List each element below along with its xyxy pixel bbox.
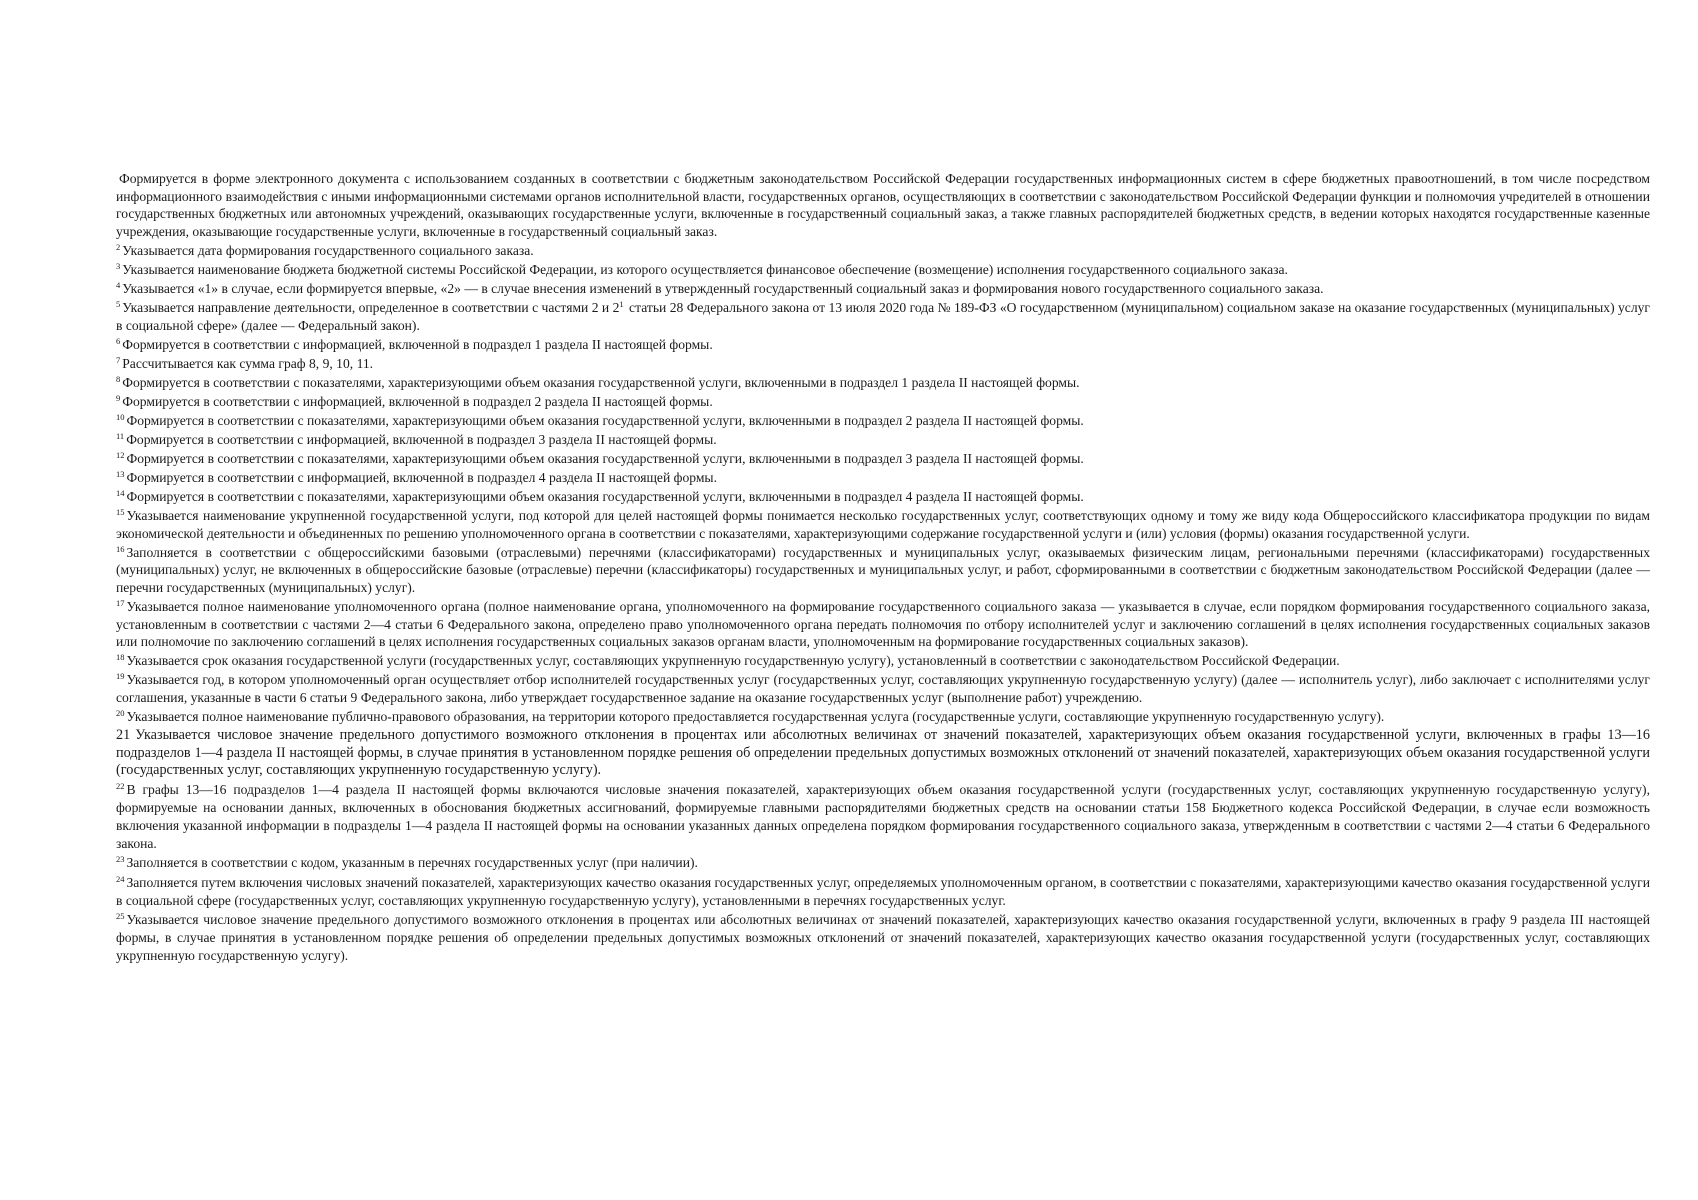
footnote-17 [116, 598, 1650, 651]
footnote-text: Формируется в соответствии с информацией, включенной в подраздел 1 раздела II настоящей формы. [122, 336, 713, 352]
footnote-number: 12 [116, 449, 125, 460]
footnote-24 [116, 874, 1650, 909]
footnote-number: 13 [116, 468, 125, 479]
footnote-text: Формируется в соответствии с показателями, характеризующими объем оказания государственной услуги, включенными в подраздел 2 раздела II настоящей формы. [126, 412, 1084, 428]
footnote-text: Указывается полное наименование уполномоченного органа (полное наименование органа, уполномоченного на формирование государственного социального заказа — указывается в случае, если порядком формирования государственного социального заказа, установленным в соответствии с частями 2—4 статьи 6 Федерального закона, определено право уполномоченного органа передать полномочия по отбору исполнителей услуг и заключению соглашений в целях исполнения государственных социальных заказов или полномочие по заключению соглашений в целях исполнения государственных социальных заказов органам власти, уполномоченным на формирование государственных социальных заказов). [116, 598, 1650, 650]
footnote-5 [116, 299, 1650, 334]
footnote-number: 19 [116, 671, 125, 682]
footnote-19 [116, 671, 1650, 706]
footnote-18 [116, 652, 1650, 670]
footnote-number: 3 [116, 261, 121, 272]
footnote-text: Формируется в соответствии с показателями, характеризующими объем оказания государственной услуги, включенными в подраздел 3 раздела II настоящей формы. [126, 450, 1084, 466]
footnote-21 [116, 727, 1650, 780]
footnotes-page [116, 170, 1650, 966]
footnote-text: Заполняется путем включения числовых значений показателей, характеризующих качество оказания государственных услуг, определяемых уполномоченным органом, в соответствии с показателями, характеризующими качество оказания государственной услуги в социальной сфере (государственных услуг, составляющих укрупненную государственную услугу), установленными в перечнях государственных услуг. [116, 874, 1650, 908]
footnote-text: Рассчитывается как сумма граф 8, 9, 10, 11. [122, 355, 374, 371]
footnote-text: Формируется в соответствии с показателями, характеризующими объем оказания государственной услуги, включенными в подраздел 4 раздела II настоящей формы. [126, 488, 1084, 504]
footnote-text: Заполняется в соответствии с общероссийскими базовыми (отраслевыми) перечнями (классификаторами) государственных и муниципальных услуг, оказываемых физическим лицам, региональными перечнями (классификаторами) государственных (муниципальных) услуг, не включенных в общероссийские базовые (отраслевые) перечни (классификаторы) государственных и муниципальных услуг, и работ, сформированными в соответствии с бюджетным законодательством Российской Федерации (далее — перечни государственных (муниципальных) услуг). [116, 544, 1650, 595]
footnote-number: 6 [116, 335, 121, 346]
footnote-text: Формируется в соответствии с информацией, включенной в подраздел 4 раздела II настоящей формы. [126, 469, 717, 485]
footnote-number: 21 [116, 727, 131, 744]
footnote-14 [116, 488, 1650, 506]
footnote-9 [116, 393, 1650, 411]
footnote-text: Формируется в соответствии с информацией, включенной в подраздел 2 раздела II настоящей формы. [122, 393, 713, 409]
footnote-text: Заполняется в соответствии с кодом, указанным в перечнях государственных услуг (при наличии). [126, 855, 698, 871]
footnote-number: 11 [116, 430, 125, 441]
footnote-text-cont: статьи 28 Федерального закона от 13 июля 2020 года № 189-ФЗ «О государственном (муниципальном) социальном заказе на оказание государственных (муниципальных) услуг в социальной сфере» (далее — Федеральный закон). [116, 300, 1650, 333]
footnote-1 [116, 170, 1650, 241]
footnote-number: 7 [116, 354, 121, 365]
footnote-number: 20 [116, 708, 125, 719]
footnote-text: Указывается наименование бюджета бюджетной системы Российской Федерации, из которого осуществляется финансовое обеспечение (возмещение) исполнения государственного социального заказа. [122, 262, 1288, 278]
footnote-number: 23 [116, 854, 125, 865]
footnote-text: Указывается наименование укрупненной государственной услуги, под которой для целей настоящей формы понимается несколько государственных услуг, соответствующих одному и тому же виду кода Общероссийского классификатора продукции по видам экономической деятельности и объединенных по решению уполномоченного органа в соответствии с показателями, характеризующими содержание государственной услуги и (или) условия (формы) оказания государственной услуги. [116, 507, 1650, 541]
footnote-text: В графы 13—16 подразделов 1—4 раздела II настоящей формы включаются числовые значения показателей, характеризующих объем оказания государственной услуги (государственных услуг, составляющих укрупненную государственную услугу), формируемые на основании данных, включенных в обоснования бюджетных ассигнований, формируемые главными распорядителями бюджетных средств на основании статьи 158 Бюджетного кодекса Российской Федерации, в случае если возможность включения указанной информации в подразделы 1—4 раздела II настоящей формы на основании указанных данных определена порядком формирования государственного социального заказа, утвержденным в соответствии с частями 2—4 статьи 6 Федерального закона. [116, 782, 1650, 851]
footnote-number: 25 [116, 911, 125, 922]
footnote-12 [116, 450, 1650, 468]
footnote-11 [116, 431, 1650, 449]
footnote-8 [116, 374, 1650, 392]
footnote-number: 16 [116, 543, 125, 554]
footnote-text: Указывается дата формирования государственного социального заказа. [122, 243, 534, 259]
footnote-text: Указывается числовое значение предельного допустимого возможного отклонения в процентах или абсолютных величинах от значений показателей, характеризующих объем оказания государственной услуги, включенных в графы 13—16 подразделов 1—4 раздела II настоящей формы, в случае принятия в установленном порядке решения об определении предельных допустимых возможных отклонений от значений показателей, характеризующих объем оказания государственной услуги (государственных услуг, составляющих укрупненную государственную услугу). [116, 727, 1650, 779]
footnote-number: 4 [116, 280, 121, 291]
footnote-23 [116, 854, 1650, 872]
footnote-text: Указывается год, в котором уполномоченный орган осуществляет отбор исполнителей государственных услуг (государственных услуг, составляющих укрупненную государственную услугу) (далее — исполнитель услуг), либо заключает с исполнителями услуг соглашения, указанные в части 6 статьи 9 Федерального закона, либо утверждает государственное задание на оказание государственных услуг (выполнение работ) учреждению. [116, 672, 1650, 706]
footnote-3 [116, 261, 1650, 279]
footnote-text: Формируется в соответствии с информацией, включенной в подраздел 3 раздела II настоящей формы. [126, 431, 717, 447]
footnote-4 [116, 280, 1650, 298]
footnote-number: 10 [116, 411, 125, 422]
footnote-inline-superscript: 1 [619, 299, 624, 310]
footnote-number: 5 [116, 299, 121, 310]
footnote-number: 14 [116, 487, 125, 498]
footnote-6 [116, 336, 1650, 354]
footnote-number: 24 [116, 873, 125, 884]
footnote-number: 22 [116, 781, 125, 792]
footnote-16 [116, 544, 1650, 597]
footnote-number: 17 [116, 597, 125, 608]
footnote-20 [116, 708, 1650, 726]
footnote-number: 2 [116, 242, 121, 253]
footnote-number: 8 [116, 373, 121, 384]
footnote-text: Указывается полное наименование публично-правового образования, на территории которого предоставляется государственная услуга (государственные услуги, составляющие укрупненную государственную услугу). [126, 709, 1385, 725]
footnote-number: 15 [116, 506, 125, 517]
footnote-text: Указывается числовое значение предельного допустимого возможного отклонения в процентах или абсолютных величинах от значений показателей, характеризующих качество оказания государственной услуги, включенных в графу 9 раздела III настоящей формы, в случае принятия в установленном порядке решения об определении предельных допустимых возможных отклонений от значений показателей, характеризующих качество оказания государственной услуги (государственных услуг, составляющих укрупненную государственную услугу). [116, 912, 1650, 963]
footnote-number: 18 [116, 652, 125, 663]
footnote-2 [116, 242, 1650, 260]
footnote-number: 9 [116, 392, 121, 403]
footnote-text: Формируется в форме электронного документа с использованием созданных в соответствии с бюджетным законодательством Российской Федерации государственных информационных систем в сфере бюджетных правоотношений, в том числе посредством информационного взаимодействия с иными информационными системами органов исполнительной власти, государственных органов, осуществляющих в соответствии с законодательством Российской Федерации функции и полномочия учредителей в отношении государственных бюджетных или автономных учреждений, оказывающих государственные услуги, включенные в государственный социальный заказ, а также главных распорядителей бюджетных средств, в ведении которых находятся государственные казенные учреждения, оказывающие государственные услуги, включенные в государственный социальный заказ. [116, 171, 1650, 240]
footnote-text: Указывается «1» в случае, если формируется впервые, «2» — в случае внесения изменений в утвержденный государственный социальный заказ и формирования нового государственного социального заказа. [122, 281, 1324, 297]
footnote-22 [116, 781, 1650, 852]
footnote-7 [116, 355, 1650, 373]
footnote-text: Указывается направление деятельности, определенное в соответствии с частями 2 и 2 [122, 300, 620, 316]
footnote-10 [116, 412, 1650, 430]
footnote-25 [116, 911, 1650, 964]
footnote-15 [116, 507, 1650, 542]
footnote-13 [116, 469, 1650, 487]
footnote-text: Формируется в соответствии с показателями, характеризующими объем оказания государственной услуги, включенными в подраздел 1 раздела II настоящей формы. [122, 374, 1080, 390]
footnote-text: Указывается срок оказания государственной услуги (государственных услуг, составляющих укрупненную государственную услугу), установленный в соответствии с законодательством Российской Федерации. [126, 653, 1340, 669]
